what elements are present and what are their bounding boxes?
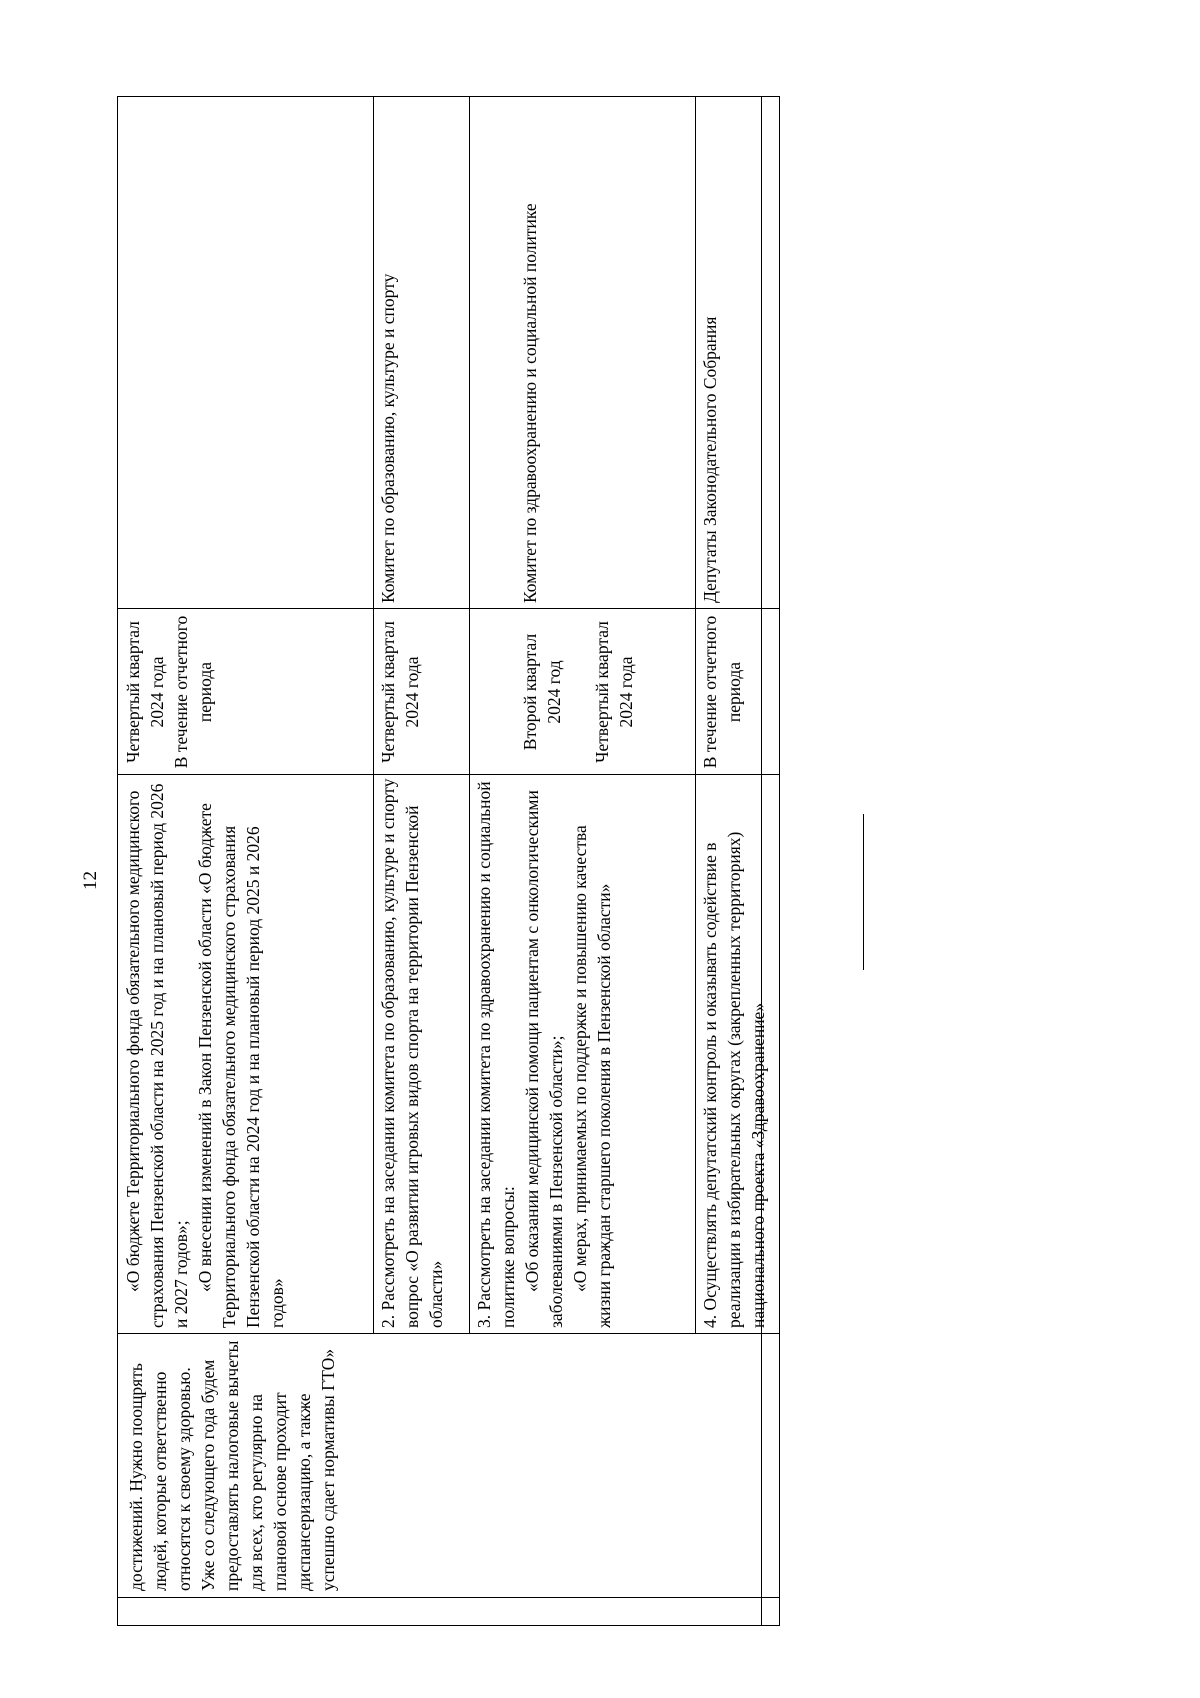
continuation-text: достижений. Нужно поощрять людей, которые ответственно относятся к своему здоровью. Уже со следующего года будем предоставлять налоговые вычеты для всех, кто регулярно на плановой основе проходит диспансеризацию, а также успешно сдает нормативы ГТО» [126,1340,338,1591]
cell-measure-row1 [121,778,289,1328]
row-divider [373,97,374,1334]
cell-term-row3 [518,615,638,769]
column-divider [118,1597,779,1598]
measure-paragraph: 2. Рассмотреть на заседании комитета по образованию, культуре и спорту вопрос «О развитии игровых видов спорта на территории Пензенской области» [378,778,446,1328]
measure-paragraph: 4. Осуществлять депутатский контроль и оказывать содействие в реализации в избирательных округах (закрепленных территориях) национального проекта «Здравоохранение» [700,831,768,1328]
term-text: Четвертый квартал 2024 года [378,621,422,763]
cell-term-row4 [698,615,746,769]
measure-paragraph: «Об оказании медицинской помощи пациентам с онкологическими заболеваниями в Пензенской области»; [522,790,566,1328]
page-number: 12 [80,871,101,890]
rotated-page [70,96,970,1626]
column-divider [118,1333,779,1334]
column-divider [118,608,779,609]
term-text: Второй квартал 2024 год [520,633,564,751]
cell-continuation [124,1339,340,1591]
plan-table [117,96,780,1626]
cell-term-row1 [121,615,217,769]
measure-paragraph: «О мерах, принимаемых по поддержке и повышению качества жизни граждан старшего поколения в Пензенской области» [570,825,614,1328]
term-text: Четвертый квартал 2024 года [123,621,167,763]
cell-measure-row2 [376,778,448,1328]
cell-measure-row3 [472,778,616,1328]
responsible-text: Комитет по здравоохранению и социальной политике [520,203,540,603]
responsible-text: Депутаты Законодательного Собрания [700,316,720,603]
cell-responsible-row4 [698,103,722,603]
spacer [566,615,590,769]
row-divider [469,97,470,1334]
row-divider [695,97,696,1334]
cell-responsible-row2 [376,103,400,603]
end-rule [863,814,864,970]
measure-paragraph: «О внесении изменений в Закон Пензенской области «О бюджете Территориального фонда обязательного медицинского страхования Пензенской области на 2024 год и на плановый период 2025 и 2026 годов» [195,803,287,1328]
term-text: В течение отчетного периода [700,615,744,769]
term-text: В течение отчетного периода [171,615,215,769]
measure-paragraph: «О бюджете Территориального фонда обязательного медицинского страхования Пензенской области на 2025 год и на плановый период 2026 и 2027 годов»; [123,783,191,1328]
measure-paragraph: 3. Рассмотреть на заседании комитета по здравоохранению и социальной политике вопросы: [474,781,518,1328]
cell-responsible-row3 [518,103,542,603]
column-divider [118,774,779,775]
cell-term-row2 [376,615,424,769]
responsible-text: Комитет по образованию, культуре и спорту [378,273,398,603]
cell-measure-row4 [698,778,770,1328]
term-text: Четвертый квартал 2024 года [592,621,636,763]
